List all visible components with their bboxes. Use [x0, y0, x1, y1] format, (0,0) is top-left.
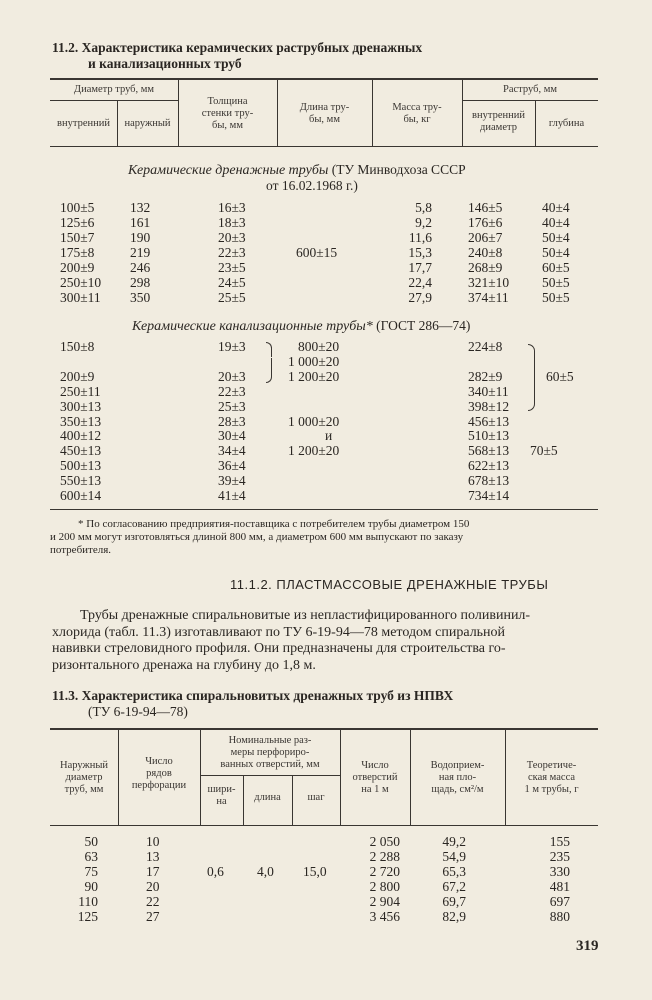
t2-mass-cell: 155 — [549, 834, 570, 849]
sewer-length-a3: 1 200±20 — [288, 369, 340, 384]
drain-outer-cell: 219 — [130, 245, 151, 260]
t2-area-cell: 69,7 — [442, 894, 466, 909]
t2-holes-cell: 3 456 — [369, 909, 400, 924]
table2-top-rule — [50, 728, 598, 730]
sewer-length-b2: и — [325, 428, 333, 443]
sewer-socket-cell: 398±12 — [468, 399, 510, 414]
t2-holes-cell: 2 800 — [369, 879, 400, 894]
t2-outer-cell: 50 — [84, 834, 98, 849]
nominal-subrule — [200, 775, 340, 776]
t2-nominal-header: Номинальные раз- меры перфориро- ванных отверстий, мм — [220, 735, 320, 770]
drain-depth-cell: 60±5 — [542, 260, 570, 275]
drain-length-value: 600±15 — [296, 245, 338, 260]
t2-step-value: 15,0 — [303, 864, 327, 879]
t2-mass-cell: 330 — [549, 864, 570, 879]
drain-inner-cell: 150±7 — [60, 230, 95, 245]
t2-mass-cell: 880 — [549, 909, 570, 924]
drain-socket-cell: 240±8 — [468, 245, 503, 260]
inner-header: внутренний — [57, 118, 110, 129]
diameter-header: Диаметр труб, мм — [73, 84, 155, 95]
drain-inner-cell: 100±5 — [60, 200, 95, 215]
drain-outer-cell: 298 — [130, 275, 151, 290]
t2-mass-cell: 697 — [549, 894, 570, 909]
footnote-rule — [50, 509, 598, 510]
t2-holes-header: Число отверстий на 1 м — [352, 760, 398, 795]
sewer-depth-a: 60±5 — [546, 369, 574, 384]
sewer-socket-cell: 340±11 — [468, 384, 509, 399]
brace-depth-top — [528, 344, 535, 377]
drain-depth-cell: 50±5 — [542, 290, 570, 305]
sewer-wall-cell: 36±4 — [218, 458, 246, 473]
drain-outer-cell: 350 — [130, 290, 151, 305]
t2-rows-cell: 20 — [146, 879, 160, 894]
sewer-wall-cell: 30±4 — [218, 428, 246, 443]
drain-socket-cell: 146±5 — [468, 200, 503, 215]
table-top-rule — [50, 78, 598, 80]
drain-section-heading-line2: от 16.02.1968 г.) — [266, 178, 358, 193]
t2-length-value: 4,0 — [257, 864, 274, 879]
length-header: Длина тру- бы, мм — [299, 102, 350, 125]
t2-width-header: шири- на — [207, 784, 236, 807]
table-11-2-title: 11.2. Характеристика керамических раструбных дренажных и канализационных труб — [52, 40, 423, 71]
t2-holes-cell: 2 720 — [369, 864, 400, 879]
sewer-inner-cell: 450±13 — [60, 443, 102, 458]
drain-socket-cell: 206±7 — [468, 230, 503, 245]
sewer-wall-cell: 19±3 — [218, 339, 246, 354]
sewer-socket-cell: 456±13 — [468, 414, 510, 429]
drain-inner-cell: 300±11 — [60, 290, 101, 305]
drain-depth-cell: 40±4 — [542, 215, 570, 230]
t2-rows-cell: 22 — [146, 894, 160, 909]
brace-depth-bottom — [528, 376, 535, 411]
drain-mass-cell: 11,6 — [408, 230, 432, 245]
t2-outer-cell: 90 — [84, 879, 98, 894]
sewer-length-a2: 1 000±20 — [288, 354, 340, 369]
sewer-inner-cell: 150±8 — [60, 339, 95, 354]
t2-mass-header: Теоретиче- ская масса 1 м трубы, г — [524, 760, 579, 795]
sewer-wall-cell: 41±4 — [218, 488, 246, 503]
t2-mass-cell: 235 — [549, 849, 570, 864]
t2-area-header: Водоприем- ная пло- щадь, см²/м — [430, 760, 485, 795]
section-subheading: 11.1.2. ПЛАСТМАССОВЫЕ ДРЕНАЖНЫЕ ТРУБЫ — [230, 577, 549, 592]
drain-inner-cell: 200±9 — [60, 260, 95, 275]
sewer-socket-cell: 734±14 — [468, 488, 510, 503]
sewer-socket-cell: 282±9 — [468, 369, 503, 384]
t2-rows-header: Число рядов перфорации — [131, 756, 187, 791]
t2-outer-cell: 110 — [78, 894, 98, 909]
t2-rows-cell: 13 — [146, 849, 160, 864]
socket-inner-header: внутренний диаметр — [472, 110, 525, 133]
brace-wall-top — [266, 342, 272, 357]
wall-header: Толщина стенки тру- бы, мм — [201, 96, 254, 131]
drain-outer-cell: 190 — [130, 230, 151, 245]
sewer-wall-cell: 28±3 — [218, 414, 246, 429]
drain-wall-cell: 18±3 — [218, 215, 246, 230]
t2-mass-cell: 481 — [549, 879, 570, 894]
drain-wall-cell: 20±3 — [218, 230, 246, 245]
sewer-length-b1: 1 000±20 — [288, 414, 340, 429]
drain-inner-cell: 125±6 — [60, 215, 95, 230]
socket-subrule — [462, 100, 598, 101]
sewer-socket-cell: 568±13 — [468, 443, 510, 458]
sewer-inner-cell: 500±13 — [60, 458, 102, 473]
drain-wall-cell: 16±3 — [218, 200, 246, 215]
sewer-inner-cell: 550±13 — [60, 473, 102, 488]
t2-length-header: длина — [254, 792, 281, 803]
t2-rows-cell: 27 — [146, 909, 160, 924]
t2-rows-cell: 10 — [146, 834, 160, 849]
header-bottom-rule — [50, 146, 598, 147]
t2-outer-cell: 75 — [84, 864, 98, 879]
sewer-inner-cell: 250±11 — [60, 384, 101, 399]
outer-header: наружный — [124, 118, 171, 129]
t2-area-cell: 67,2 — [442, 879, 466, 894]
drain-mass-cell: 17,7 — [408, 260, 432, 275]
drain-inner-cell: 250±10 — [60, 275, 102, 290]
t2-width-value: 0,6 — [207, 864, 224, 879]
page-number: 319 — [576, 938, 599, 954]
t2-holes-cell: 2 904 — [369, 894, 400, 909]
drain-mass-cell: 5,8 — [415, 200, 432, 215]
drain-depth-cell: 50±4 — [542, 230, 570, 245]
t2-area-cell: 54,9 — [442, 849, 466, 864]
drain-socket-cell: 374±11 — [468, 290, 509, 305]
t2-area-cell: 49,2 — [442, 834, 466, 849]
brace-wall-bottom — [266, 358, 272, 383]
socket-header: Раструб, мм — [503, 84, 557, 95]
drain-outer-cell: 246 — [130, 260, 151, 275]
sewer-socket-cell: 510±13 — [468, 428, 510, 443]
sewer-wall-cell: 22±3 — [218, 384, 246, 399]
drain-inner-cell: 175±8 — [60, 245, 95, 260]
drain-outer-cell: 161 — [130, 215, 151, 230]
diameter-subrule — [50, 100, 178, 101]
sewer-length-a1: 800±20 — [298, 339, 340, 354]
sewer-socket-cell: 622±13 — [468, 458, 510, 473]
sewer-socket-cell: 678±13 — [468, 473, 510, 488]
t2-holes-cell: 2 050 — [369, 834, 400, 849]
drain-socket-cell: 268±9 — [468, 260, 503, 275]
t2-outer-header: Наружный диаметр труб, мм — [59, 760, 108, 795]
t2-step-header: шаг — [307, 792, 325, 803]
table-11-3-title: 11.3. Характеристика спиральновитых дренажных труб из НПВХ (ТУ 6-19-94—78) — [52, 688, 454, 719]
drain-depth-cell: 50±4 — [542, 245, 570, 260]
sewer-section-heading: Керамические канализационные трубы* (ГОСТ 286—74) — [132, 318, 471, 334]
drain-mass-cell: 27,9 — [408, 290, 432, 305]
drain-outer-cell: 132 — [130, 200, 151, 215]
drain-mass-cell: 9,2 — [415, 215, 432, 230]
sewer-wall-cell: 39±4 — [218, 473, 246, 488]
drain-depth-cell: 40±4 — [542, 200, 570, 215]
body-paragraph: Трубы дренажные спиральновитые из непластифицированного поливинил- хлорида (табл. 11.3) изготавливают по ТУ 6-19-94—78 методом спиральной навивки стреловидного профиля. Они предназначены для строительства го- ризонтального дренажа на глубину до 1,8 м. — [52, 608, 531, 673]
sewer-inner-cell: 200±9 — [60, 369, 95, 384]
drain-wall-cell: 25±5 — [218, 290, 246, 305]
table2-header-bottom-rule — [50, 825, 598, 826]
sewer-length-b3: 1 200±20 — [288, 443, 340, 458]
sewer-inner-cell: 600±14 — [60, 488, 102, 503]
sewer-wall-cell: 25±3 — [218, 399, 246, 414]
t2-outer-cell: 63 — [84, 849, 98, 864]
t2-outer-cell: 125 — [77, 909, 98, 924]
drain-mass-cell: 15,3 — [408, 245, 432, 260]
drain-depth-cell: 50±5 — [542, 275, 570, 290]
sewer-depth-b: 70±5 — [530, 443, 558, 458]
footnote: * По согласованию предприятия-поставщика с потребителем трубы диаметром 150 и 200 мм могут изготовляться длиной 800 мм, а диаметром 600 мм выпускают по заказу потребителя. — [50, 518, 470, 556]
t2-area-cell: 65,3 — [442, 864, 466, 879]
drain-socket-cell: 321±10 — [468, 275, 510, 290]
sewer-inner-cell: 400±12 — [60, 428, 102, 443]
drain-wall-cell: 22±3 — [218, 245, 246, 260]
depth-header: глубина — [548, 118, 585, 129]
drain-wall-cell: 23±5 — [218, 260, 246, 275]
sewer-inner-cell: 350±13 — [60, 414, 102, 429]
drain-section-heading: Керамические дренажные трубы (ТУ Минводхоза СССР — [128, 162, 466, 178]
mass-header: Масса тру- бы, кг — [392, 102, 442, 125]
t2-area-cell: 82,9 — [442, 909, 466, 924]
drain-mass-cell: 22,4 — [408, 275, 432, 290]
sewer-wall-cell: 20±3 — [218, 369, 246, 384]
drain-wall-cell: 24±5 — [218, 275, 246, 290]
sewer-socket-cell: 224±8 — [468, 339, 503, 354]
sewer-wall-cell: 34±4 — [218, 443, 246, 458]
sewer-inner-cell: 300±13 — [60, 399, 102, 414]
drain-socket-cell: 176±6 — [468, 215, 503, 230]
t2-rows-cell: 17 — [146, 864, 160, 879]
t2-holes-cell: 2 288 — [369, 849, 400, 864]
